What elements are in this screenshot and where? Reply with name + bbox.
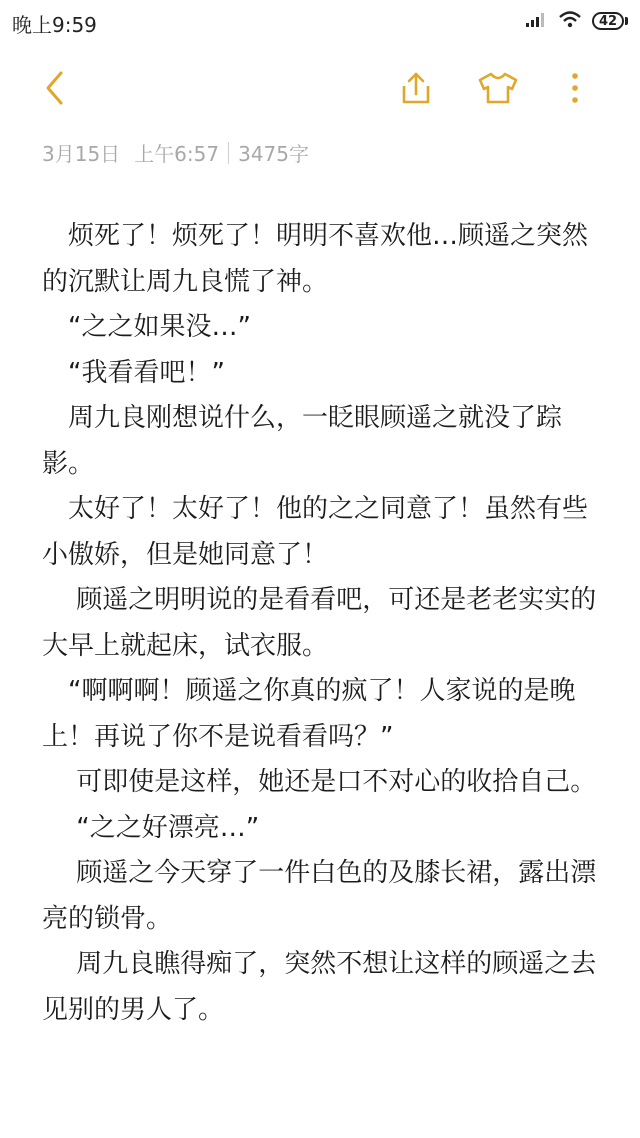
theme-button[interactable] xyxy=(468,60,528,120)
paragraph: “啊啊啊！顾遥之你真的疯了！人家说的是晚上！再说了你不是说看看吗？” xyxy=(42,676,576,752)
status-time: 晚上9:59 xyxy=(12,13,97,37)
toolbar xyxy=(0,60,640,120)
note-meta xyxy=(42,138,309,167)
share-icon xyxy=(398,70,434,110)
word-count: 3475字 xyxy=(238,142,310,166)
paragraph: “我看看吧！” xyxy=(42,357,225,388)
battery-level: 42 xyxy=(592,12,624,30)
note-date: 3月15日 xyxy=(42,142,121,166)
battery-icon xyxy=(592,12,628,30)
signal-icon xyxy=(526,11,548,31)
back-button[interactable] xyxy=(30,60,80,120)
note-body[interactable] xyxy=(42,214,602,1033)
paragraph: 可即使是这样，她还是口不对心的收拾自己。 xyxy=(42,767,597,797)
paragraph: 烦死了！烦死了！明明不喜欢他…顾遥之突然的沉默让周九良慌了神。 xyxy=(42,221,589,297)
back-icon xyxy=(43,70,67,110)
status-bar xyxy=(0,0,640,44)
more-icon xyxy=(571,72,579,108)
shirt-icon xyxy=(477,70,519,110)
paragraph: 周九良刚想说什么，一眨眼顾遥之就没了踪影。 xyxy=(42,403,563,479)
status-icons xyxy=(526,8,628,34)
paragraph: 顾遥之今天穿了一件白色的及膝长裙，露出漂亮的锁骨。 xyxy=(42,858,597,934)
note-time: 上午6:57 xyxy=(134,142,220,166)
paragraph: 周九良瞧得痴了，突然不想让这样的顾遥之去见别的男人了。 xyxy=(42,949,597,1025)
wifi-icon xyxy=(558,10,582,32)
more-button[interactable] xyxy=(552,60,598,120)
paragraph: “之之好漂亮…” xyxy=(42,812,260,843)
paragraph: “之之如果没…” xyxy=(42,312,251,342)
meta-divider xyxy=(228,142,229,164)
paragraph: 太好了！太好了！他的之之同意了！虽然有些小傲娇，但是她同意了！ xyxy=(42,494,589,570)
paragraph: 顾遥之明明说的是看看吧，可还是老老实实的大早上就起床，试衣服。 xyxy=(42,585,597,661)
share-button[interactable] xyxy=(388,60,444,120)
